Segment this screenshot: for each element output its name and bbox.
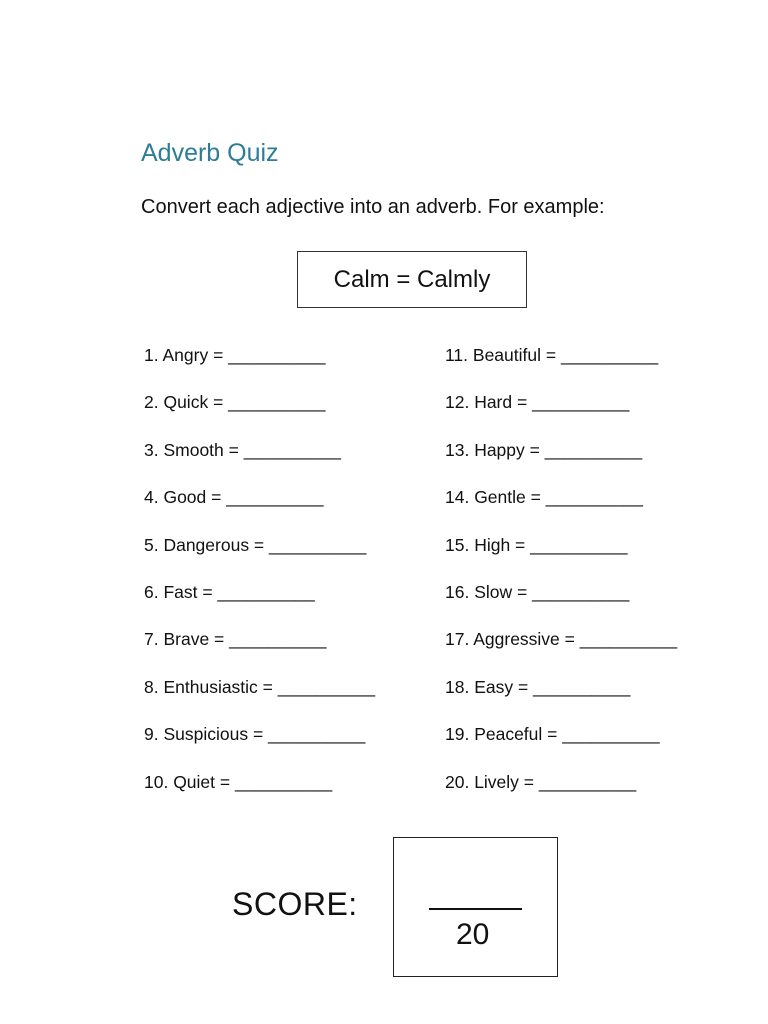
question-item: 1. Angry = __________ (144, 345, 326, 365)
question-item: 19. Peaceful = __________ (445, 724, 660, 745)
score-fraction-line (429, 908, 522, 910)
question-item: 17. Aggressive = __________ (445, 629, 678, 650)
question-item: 2. Quick = __________ (144, 392, 326, 413)
question-item: 9. Suspicious = __________ (144, 724, 366, 745)
question-item: 16. Slow = __________ (445, 581, 630, 602)
question-item: 5. Dangerous = __________ (144, 534, 367, 555)
question-item: 7. Brave = __________ (144, 629, 327, 650)
score-label: SCORE: (232, 886, 358, 922)
question-item: 13. Happy = __________ (445, 439, 643, 460)
instructions-text: Convert each adjective into an adverb. For example: (141, 196, 605, 218)
question-item: 20. Lively = __________ (445, 771, 637, 792)
question-item: 12. Hard = __________ (445, 392, 630, 413)
question-item: 15. High = __________ (445, 534, 628, 555)
score-box (393, 837, 558, 977)
question-item: 14. Gentle = __________ (445, 487, 644, 508)
questions-left-column (144, 344, 375, 818)
question-item: 6. Fast = __________ (144, 581, 315, 602)
questions-right-column (445, 344, 677, 818)
question-item: 3. Smooth = __________ (144, 439, 342, 460)
question-item: 8. Enthusiastic = __________ (144, 676, 376, 697)
question-item: 4. Good = __________ (144, 487, 324, 508)
page-title: Adverb Quiz (141, 139, 279, 167)
question-item: 11. Beautiful = __________ (445, 345, 659, 365)
question-item: 10. Quiet = __________ (144, 771, 333, 792)
question-item: 18. Easy = __________ (445, 676, 631, 697)
example-box: Calm = Calmly (297, 251, 527, 308)
score-total: 20 (456, 918, 490, 951)
